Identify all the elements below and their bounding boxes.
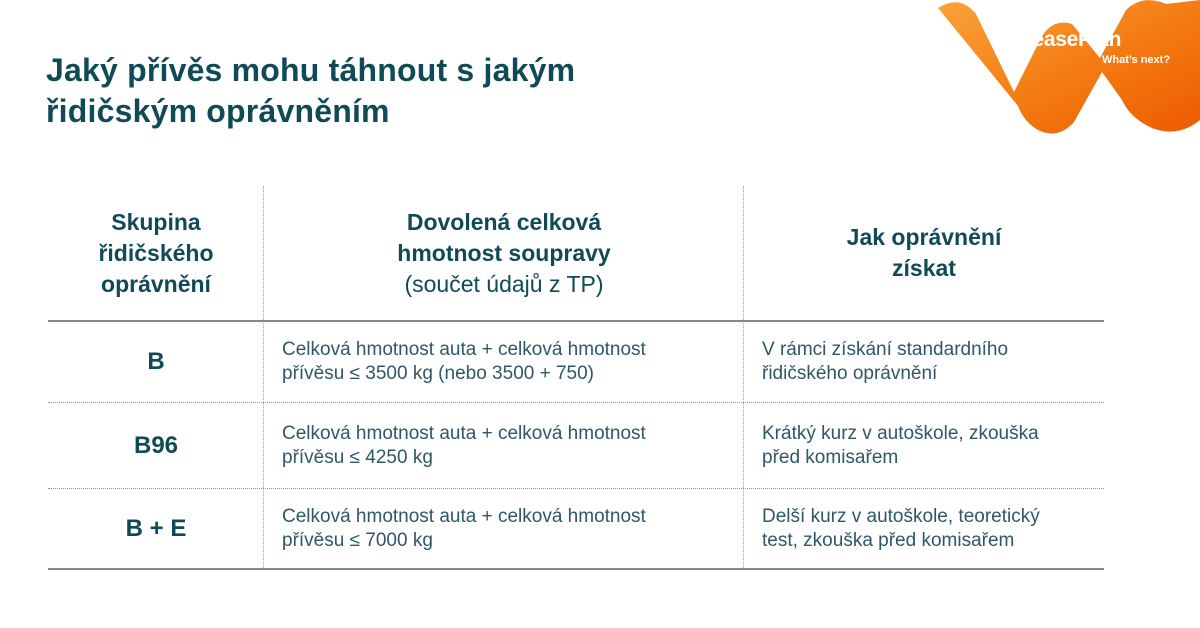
page-title — [46, 50, 575, 132]
row-be-weight-line: přívěsu ≤ 7000 kg — [282, 529, 433, 551]
license-table — [48, 186, 1104, 570]
header-weight-line: Dovolená celková — [406, 208, 602, 235]
leaseplan-logo — [930, 0, 1200, 140]
row-b-weight — [264, 322, 744, 402]
row-b96-how — [744, 403, 1104, 488]
row-be-how-line: test, zkouška před komisařem — [762, 529, 1015, 551]
row-b-weight-line: přívěsu ≤ 3500 kg (nebo 3500 + 750) — [282, 363, 595, 384]
logo-brand-text: LeasePlan — [1020, 28, 1122, 51]
header-how-line: získat — [892, 255, 956, 281]
row-b96-weight — [264, 403, 744, 488]
header-weight-note: (součet údajů z TP) — [404, 270, 604, 297]
header-weight-line: hmotnost soupravy — [397, 239, 611, 266]
table-bottom-border — [48, 568, 1104, 570]
title-line-1: Jaký přívěs mohu táhnout s jakým — [46, 52, 576, 88]
row-b96-how-line: Krátký kurz v autoškole, zkouška — [762, 422, 1039, 444]
row-b-how-line: řidičského oprávnění — [762, 363, 938, 384]
row-b96-group: B96 — [133, 431, 179, 459]
row-be-how-line: Delší kurz v autoškole, teoretický — [762, 505, 1040, 527]
header-weight — [264, 186, 744, 320]
title-line-2: řidičským oprávněním — [46, 93, 390, 129]
row-b-weight-line: Celková hmotnost auta + celková hmotnost — [282, 339, 646, 360]
header-how — [744, 186, 1104, 320]
logo-tagline: What’s next? — [1102, 54, 1171, 66]
row-be-weight-line: Celková hmotnost auta + celková hmotnost — [282, 505, 646, 527]
row-b-how-line: V rámci získání standardního — [762, 339, 1009, 360]
logo-wave-shape — [930, 0, 1200, 140]
header-group-line: řidičského — [98, 239, 214, 266]
row-be-how — [744, 489, 1104, 568]
header-group-line: Skupina — [111, 208, 201, 235]
row-b96-how-line: před komisařem — [762, 446, 899, 468]
header-how-line: Jak oprávnění — [846, 224, 1002, 250]
header-group-line: oprávnění — [101, 270, 211, 297]
row-be-weight — [264, 489, 744, 568]
row-b-how — [744, 322, 1104, 402]
row-b-group: B — [147, 348, 165, 375]
row-b96-weight-line: Celková hmotnost auta + celková hmotnost — [282, 422, 646, 444]
row-be-group: B + E — [125, 514, 187, 542]
row-b96-weight-line: přívěsu ≤ 4250 kg — [282, 446, 433, 468]
header-group — [48, 186, 264, 320]
